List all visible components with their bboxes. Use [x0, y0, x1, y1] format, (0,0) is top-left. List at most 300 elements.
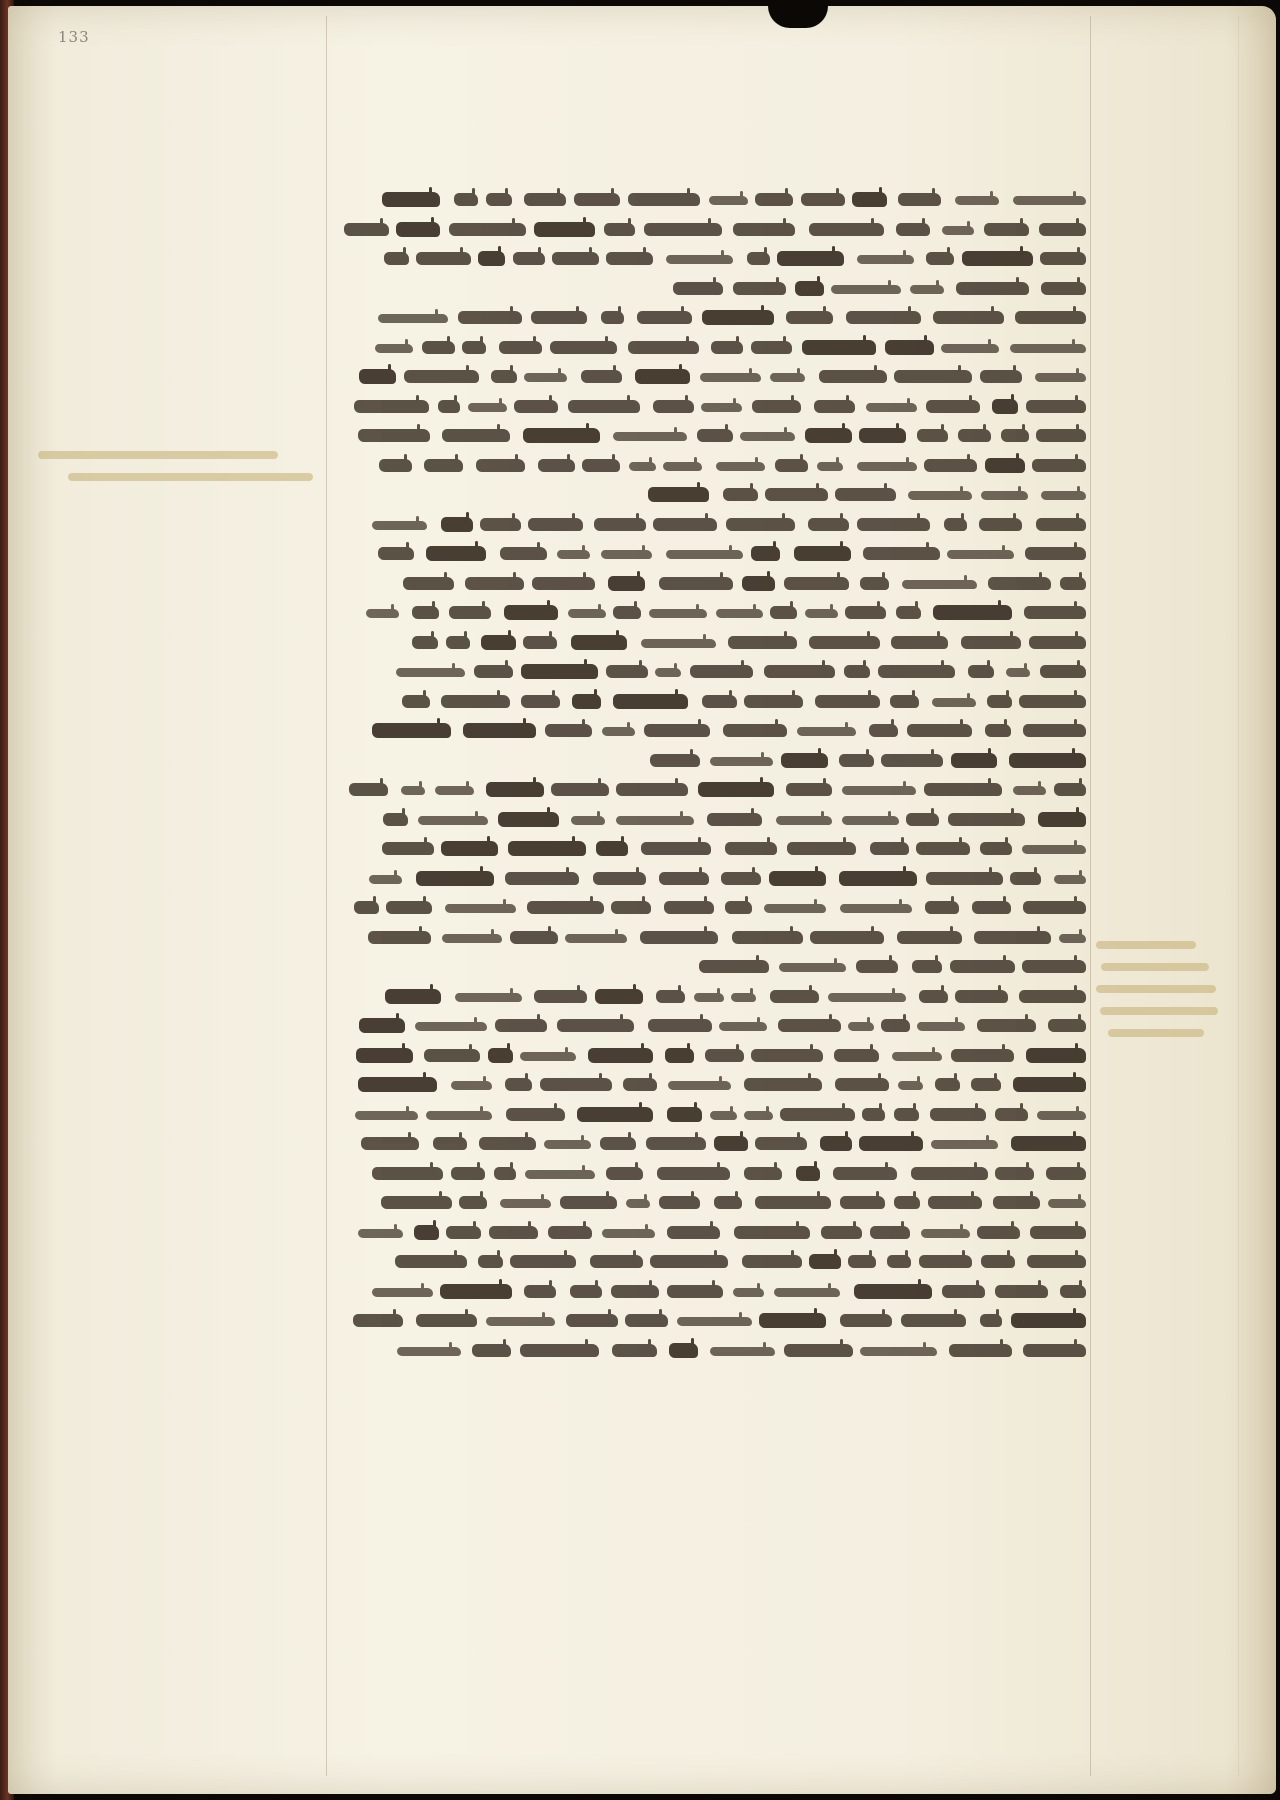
- ink-word: [451, 1081, 492, 1090]
- ink-word: [1036, 429, 1086, 442]
- ink-word: [435, 786, 474, 795]
- ink-word: [733, 1288, 764, 1297]
- ink-word: [1010, 344, 1086, 353]
- ink-word: [716, 462, 765, 471]
- ink-word: [878, 665, 955, 678]
- ink-word: [912, 960, 942, 973]
- ink-word: [723, 488, 758, 501]
- text-line: [338, 1248, 1090, 1278]
- ink-word: [796, 1166, 820, 1181]
- ink-word: [765, 488, 828, 501]
- text-line: [338, 1130, 1090, 1160]
- ink-word: [449, 223, 526, 236]
- ink-word: [972, 901, 1011, 914]
- ink-word: [404, 370, 479, 383]
- ink-word: [489, 1226, 538, 1239]
- text-line: [338, 747, 1090, 777]
- text-line: [338, 186, 1090, 216]
- ink-word: [731, 993, 756, 1002]
- ink-word: [901, 1314, 966, 1327]
- ink-word: [834, 1049, 879, 1062]
- ink-word: [395, 1255, 467, 1268]
- ink-word: [666, 255, 733, 264]
- ink-word: [784, 1344, 853, 1357]
- ink-word: [602, 727, 635, 736]
- text-line: [338, 481, 1090, 511]
- ink-word: [928, 1196, 982, 1209]
- ink-word: [1011, 1313, 1086, 1328]
- outer-margin-guide: [1238, 16, 1239, 1776]
- ink-word: [747, 252, 770, 265]
- ink-word: [381, 1196, 452, 1209]
- text-line: [338, 953, 1090, 983]
- ink-word: [944, 518, 967, 531]
- ink-word: [486, 193, 512, 206]
- text-line: [338, 540, 1090, 570]
- ink-word: [890, 695, 919, 708]
- text-line: [338, 1219, 1090, 1249]
- ink-word: [523, 428, 600, 443]
- ink-word: [942, 1285, 985, 1298]
- ink-word: [810, 931, 884, 944]
- ink-word: [426, 546, 486, 561]
- ink-word: [933, 311, 1004, 324]
- text-line: [338, 776, 1090, 806]
- ink-word: [659, 1196, 700, 1209]
- ink-word: [908, 491, 972, 500]
- ink-word: [626, 1199, 650, 1208]
- ink-word: [894, 370, 972, 383]
- ink-word: [1025, 547, 1086, 560]
- folio-page: [8, 6, 1276, 1794]
- ink-word: [486, 782, 544, 797]
- ink-word: [625, 1314, 668, 1327]
- ink-word: [491, 370, 517, 383]
- text-line: [338, 1042, 1090, 1072]
- ink-word: [608, 576, 645, 591]
- ink-word: [372, 1288, 433, 1297]
- ink-word: [710, 757, 773, 766]
- ink-word: [859, 428, 906, 443]
- ink-word: [366, 609, 399, 618]
- ink-word: [770, 373, 805, 382]
- ink-word: [462, 341, 486, 354]
- ink-word: [805, 428, 852, 443]
- ink-word: [524, 373, 567, 382]
- ink-word: [926, 252, 954, 265]
- ink-word: [499, 341, 542, 354]
- ink-word: [1054, 783, 1086, 796]
- ink-word: [623, 1078, 657, 1091]
- ink-word: [422, 341, 455, 354]
- ink-word: [663, 462, 702, 471]
- ink-word: [531, 311, 587, 324]
- ink-word: [968, 665, 994, 678]
- ink-word: [894, 1108, 919, 1121]
- text-line: [338, 422, 1090, 452]
- ink-word: [744, 695, 803, 708]
- ink-word: [980, 1314, 1002, 1327]
- ink-word: [596, 841, 628, 856]
- ink-word: [840, 1314, 892, 1327]
- ink-word: [451, 1167, 485, 1180]
- text-line: [338, 835, 1090, 865]
- ink-word: [985, 724, 1011, 737]
- ink-word: [935, 1078, 960, 1091]
- ink-word: [415, 1022, 487, 1031]
- ink-word: [1029, 636, 1086, 649]
- ink-word: [1035, 373, 1086, 382]
- ink-word: [751, 341, 792, 354]
- ink-word: [840, 1196, 885, 1209]
- ink-word: [891, 636, 948, 649]
- ink-word: [356, 1048, 413, 1063]
- ink-word: [916, 842, 970, 855]
- ink-word: [723, 724, 787, 737]
- ink-word: [784, 577, 849, 590]
- ink-word: [1030, 1226, 1086, 1239]
- ink-word: [616, 783, 688, 796]
- text-line: [338, 304, 1090, 334]
- ink-word: [801, 193, 845, 206]
- ink-word: [1013, 196, 1086, 205]
- ink-word: [845, 606, 886, 619]
- ink-word: [606, 665, 648, 678]
- ink-word: [835, 1078, 889, 1091]
- ink-word: [779, 963, 846, 972]
- ink-word: [600, 1137, 636, 1150]
- ink-word: [479, 1137, 536, 1150]
- ink-word: [787, 842, 856, 855]
- ink-word: [719, 1022, 767, 1031]
- ink-word: [540, 1078, 612, 1091]
- ink-word: [653, 518, 717, 531]
- ink-word: [755, 1196, 831, 1209]
- ink-word: [1024, 606, 1086, 619]
- ink-word: [870, 842, 909, 855]
- ink-word: [590, 1255, 643, 1268]
- ink-word: [527, 901, 604, 914]
- ink-word: [385, 989, 441, 1004]
- ink-word: [446, 1226, 481, 1239]
- ink-word: [478, 251, 505, 266]
- ink-word: [744, 1078, 822, 1091]
- ink-word: [1026, 400, 1086, 413]
- ink-word: [924, 459, 977, 472]
- text-line: [338, 894, 1090, 924]
- ink-word: [442, 429, 510, 442]
- ink-word: [839, 754, 874, 767]
- ink-word: [416, 871, 494, 886]
- text-line: [338, 1101, 1090, 1131]
- ink-word: [1037, 1111, 1086, 1120]
- ink-word: [919, 1255, 972, 1268]
- ink-word: [441, 517, 473, 532]
- ink-word: [524, 1285, 556, 1298]
- ink-word: [628, 341, 699, 354]
- ink-word: [665, 1048, 694, 1063]
- ink-word: [962, 251, 1033, 266]
- ink-word: [902, 580, 977, 589]
- ink-word: [401, 786, 425, 795]
- ink-word: [659, 872, 709, 885]
- ink-word: [881, 754, 943, 767]
- ink-word: [1046, 1167, 1086, 1180]
- ink-word: [375, 344, 413, 353]
- ink-word: [863, 547, 940, 560]
- ink-word: [372, 723, 451, 738]
- ink-word: [930, 1108, 986, 1121]
- ink-word: [725, 901, 752, 914]
- ink-word: [726, 518, 795, 531]
- ink-word: [551, 783, 609, 796]
- ink-word: [495, 1019, 547, 1032]
- ink-word: [711, 341, 743, 354]
- ink-word: [714, 1196, 742, 1209]
- gloss-stroke: [1096, 985, 1216, 993]
- ink-word: [896, 606, 921, 619]
- ink-word: [344, 223, 389, 236]
- ink-word: [714, 1136, 748, 1151]
- ink-word: [550, 341, 617, 354]
- ink-word: [950, 960, 1015, 973]
- text-line: [338, 216, 1090, 246]
- text-line: [338, 1160, 1090, 1190]
- ink-word: [560, 1196, 617, 1209]
- ink-word: [481, 635, 516, 650]
- ink-word: [751, 1049, 823, 1062]
- ink-word: [740, 432, 795, 441]
- ink-word: [797, 727, 856, 736]
- ink-word: [641, 842, 711, 855]
- ink-word: [396, 222, 440, 237]
- ink-word: [995, 1285, 1048, 1298]
- ink-word: [887, 1255, 911, 1268]
- ink-word: [958, 429, 991, 442]
- ink-word: [571, 816, 605, 825]
- ink-word: [412, 636, 438, 649]
- ink-word: [640, 931, 718, 944]
- main-text-column: [338, 186, 1090, 1386]
- ink-word: [504, 605, 558, 620]
- ink-word: [854, 1284, 932, 1299]
- ink-word: [445, 904, 516, 913]
- ink-word: [426, 1111, 492, 1120]
- ink-word: [545, 724, 592, 737]
- ink-word: [808, 518, 849, 531]
- ink-word: [446, 636, 470, 649]
- ink-word: [979, 518, 1022, 531]
- ink-word: [852, 192, 887, 207]
- ink-word: [755, 1137, 807, 1150]
- text-line: [338, 599, 1090, 629]
- ink-word: [821, 1226, 862, 1239]
- ink-word: [987, 695, 1012, 708]
- text-line: [338, 806, 1090, 836]
- ink-word: [1011, 1136, 1086, 1151]
- ink-word: [1001, 429, 1029, 442]
- ink-word: [668, 1081, 731, 1090]
- ink-word: [525, 1170, 595, 1179]
- ink-word: [955, 196, 999, 205]
- ink-word: [981, 1255, 1015, 1268]
- ink-word: [459, 1196, 487, 1209]
- ink-word: [701, 403, 742, 412]
- ink-word: [951, 753, 997, 768]
- ink-word: [416, 252, 471, 265]
- text-line: [338, 983, 1090, 1013]
- ink-word: [933, 605, 1012, 620]
- ink-word: [595, 989, 643, 1004]
- ink-word: [907, 724, 972, 737]
- ink-word: [716, 609, 763, 618]
- ink-word: [611, 1285, 659, 1298]
- ink-word: [898, 193, 941, 206]
- ink-word: [659, 577, 733, 590]
- ink-word: [924, 783, 1002, 796]
- ink-word: [416, 1314, 477, 1327]
- ink-word: [1039, 223, 1086, 236]
- ink-word: [770, 990, 819, 1003]
- gloss-stroke: [1100, 1007, 1218, 1015]
- ink-word: [641, 639, 716, 648]
- ink-word: [1048, 1019, 1086, 1032]
- ink-word: [786, 783, 832, 796]
- ink-word: [1015, 311, 1086, 324]
- ink-word: [548, 1226, 592, 1239]
- ink-word: [697, 429, 733, 442]
- ink-word: [568, 400, 640, 413]
- ink-word: [764, 904, 826, 913]
- ink-word: [941, 344, 999, 353]
- ink-word: [857, 518, 930, 531]
- ink-word: [815, 695, 880, 708]
- ink-word: [869, 724, 898, 737]
- ink-word: [917, 429, 948, 442]
- ink-word: [971, 1078, 1001, 1091]
- ink-word: [488, 1048, 513, 1063]
- ink-word: [1040, 252, 1086, 265]
- ink-word: [759, 1313, 826, 1328]
- ink-word: [844, 665, 870, 678]
- ink-word: [513, 252, 545, 265]
- ink-word: [1023, 724, 1086, 737]
- ink-word: [860, 1347, 937, 1356]
- ink-word: [653, 400, 694, 413]
- ink-word: [581, 370, 622, 383]
- ink-word: [628, 193, 700, 206]
- ink-word: [465, 577, 524, 590]
- ink-word: [369, 875, 402, 884]
- ink-word: [532, 577, 595, 590]
- ink-word: [372, 521, 427, 530]
- ink-word: [449, 606, 491, 619]
- text-line: [338, 1307, 1090, 1337]
- ink-word: [955, 990, 1008, 1003]
- ink-word: [1060, 577, 1086, 590]
- ink-word: [777, 251, 844, 266]
- ink-word: [566, 1314, 618, 1327]
- gloss-stroke: [1108, 1029, 1204, 1037]
- ink-word: [644, 724, 710, 737]
- ink-word: [694, 993, 724, 1002]
- ink-word: [859, 1136, 923, 1151]
- ink-word: [433, 1137, 467, 1150]
- ink-word: [358, 1077, 437, 1092]
- ink-word: [896, 223, 930, 236]
- ink-word: [403, 577, 454, 590]
- text-line: [338, 1071, 1090, 1101]
- ink-word: [897, 931, 962, 944]
- ink-word: [769, 871, 826, 886]
- ink-word: [961, 636, 1021, 649]
- ink-word: [629, 462, 656, 471]
- ink-word: [755, 193, 793, 206]
- ink-word: [359, 1018, 405, 1033]
- ink-word: [613, 694, 688, 709]
- ink-word: [744, 1167, 782, 1180]
- ink-word: [505, 872, 579, 885]
- ink-word: [667, 1226, 720, 1239]
- text-line: [338, 511, 1090, 541]
- ink-word: [613, 432, 687, 441]
- gloss-stroke: [38, 451, 278, 459]
- ink-word: [646, 1137, 706, 1150]
- text-line: [338, 570, 1090, 600]
- ink-word: [1009, 753, 1086, 768]
- ink-word: [898, 1081, 923, 1090]
- ink-word: [570, 1285, 602, 1298]
- ink-word: [1013, 786, 1046, 795]
- ink-word: [993, 1196, 1040, 1209]
- ink-word: [947, 550, 1014, 559]
- ink-word: [500, 1199, 551, 1208]
- ink-word: [655, 668, 681, 677]
- ink-word: [637, 311, 692, 324]
- ink-word: [361, 1137, 419, 1150]
- ink-word: [358, 429, 430, 442]
- ink-word: [700, 373, 761, 382]
- ink-word: [894, 1196, 920, 1209]
- ink-word: [911, 1167, 988, 1180]
- ink-word: [613, 606, 641, 619]
- ink-word: [842, 786, 916, 795]
- ink-word: [424, 1049, 480, 1062]
- ink-word: [977, 1019, 1036, 1032]
- ink-word: [892, 1052, 942, 1061]
- ink-word: [440, 1284, 512, 1299]
- ink-word: [402, 695, 430, 708]
- ink-word: [480, 518, 521, 531]
- ink-word: [523, 636, 557, 649]
- ink-word: [382, 192, 440, 207]
- ink-word: [666, 550, 743, 559]
- ink-word: [705, 1049, 744, 1062]
- ink-word: [664, 901, 714, 914]
- text-line: [338, 1278, 1090, 1308]
- ink-word: [809, 636, 880, 649]
- ink-word: [751, 546, 780, 561]
- ink-word: [848, 1022, 874, 1031]
- ink-word: [354, 400, 429, 413]
- ink-word: [520, 1052, 576, 1061]
- text-line: [338, 717, 1090, 747]
- text-line: [338, 1189, 1090, 1219]
- ink-word: [1054, 875, 1086, 884]
- ink-word: [386, 901, 432, 914]
- ink-word: [906, 813, 939, 826]
- ink-word: [809, 1254, 841, 1269]
